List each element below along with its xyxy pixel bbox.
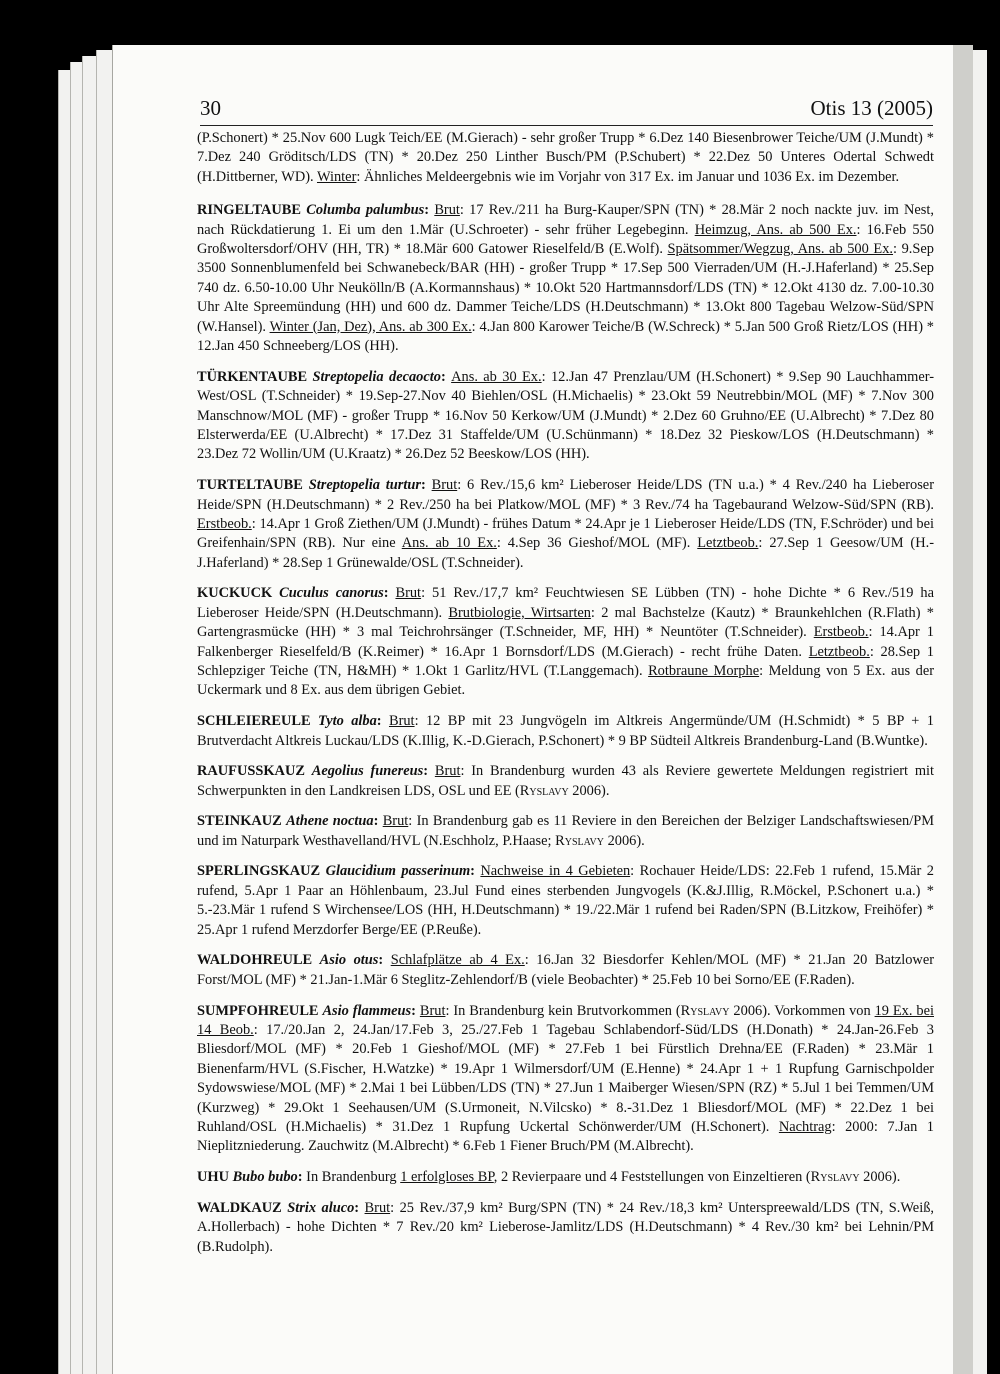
species-paragraph [197, 812, 934, 851]
scientific-name: Glaucidium passerinum [325, 863, 471, 880]
species-name: : [420, 477, 432, 494]
species-name: SCHLEIEREULE [197, 713, 318, 730]
species-paragraph [197, 584, 934, 700]
paragraph-text: : Ähnliches Meldeergebnis wie im Vorjahr von 317 Ex. im Januar und 1036 Ex. im Dezember. [356, 168, 900, 185]
paragraph-text: : 12.Jan 47 Prenzlau/UM (H.Schonert) * 9.Sep 90 Lauchhammer-West/OSL (T.Schneider) * 19.Sep-27.Nov 40 Biehlen/OSL (H.Michaelis) * 23.Okt 59 Neutrebbin/MOL (MF) * 7.Nov 300 Manschnow/MOL (MF) - großer Trupp * 16.Nov 50 Kerkow/UM (J.Mundt) * 2.Dez 60 Gruhno/EE (U.Albrecht) * 7.Dez 80 Elsterwerda/EE (U.Albrecht) * 17.Dez 31 Staffelde/UM (U.Schünmann) * 18.Dez 32 Pieskow/LOS (H.Deutschmann) * 23.Dez 72 Wollin/UM (U.Kraatz) * 26.Dez 52 Beeskow/LOS (HH). [197, 368, 935, 463]
species-paragraph [197, 712, 934, 751]
scientific-name: Streptopelia turtur [308, 477, 421, 494]
paragraph-text: : Meldung von 5 Ex. aus der Uckermark und 8 Ex. aus dem übrigen Gebiet. [197, 663, 935, 699]
species-paragraph [197, 762, 934, 801]
scientific-name: Asio otus [319, 952, 379, 969]
species-name: : [411, 1002, 420, 1019]
section-label: Spätsommer/Wegzug, Ans. ab 500 Ex. [667, 241, 894, 258]
species-paragraph [197, 201, 934, 356]
species-name: WALDKAUZ [197, 1199, 288, 1216]
paragraph-text: : 4.Jan 800 Karower Teiche/B (W.Schreck) * 5.Jan 500 Groß Rietz/LOS (HH) * 12.Jan 450 Schneeberg/LOS (HH). [197, 318, 934, 355]
section-label: Winter [316, 168, 357, 185]
species-name: KUCKUCK [197, 585, 280, 602]
paragraph-text: : 9.Sep 3500 Sonnenblumenfeld bei Schwanebeck/BAR (HH) - großer Trupp * 17.Sep 500 Vierraden/UM (H.-J.Haferland) * 25.Sep 740 dz. 6.50-10.00 Uhr Neukölln/B (A.Kormannshaus) * 10.Okt 520 Hartmannsdorf/LDS (TN) * 12.Okt 4130 dz. 7.00-10.30 Uhr Alte Spreemündung (HH) und 600 dz. Dammer Teiche/LDS (H.Deutschmann) * 13.Okt 800 Tagebau Welzow-Süd/SPN (W.Hansel). [197, 241, 934, 335]
paragraph-text: In Brandenburg [306, 1169, 401, 1186]
page-number: 30 [200, 96, 221, 120]
section-label: Winter (Jan, Dez), Ans. ab 300 Ex. [269, 318, 472, 335]
paragraph-text: : In Brandenburg gab es 11 Reviere in den Bereichen der Belziger Landschaftswiesen/PM und im Naturpark Westhavelland/HVL (N.Eschholz, P.Haase; [197, 813, 934, 849]
paragraph-text: : 12 BP mit 23 Jungvögeln im Altkreis Angermünde/UM (H.Schmidt) * 5 BP + 1 Brutverdacht Altkreis Luckau/LDS (K.Illig, K.-D.Gierach, P.Schonert) * 9 BP Südteil Altkreis Brandenburg-Land (B.Wuntke). [197, 713, 934, 749]
paragraph-text: : 4.Sep 36 Gieshof/MOL (MF). [496, 535, 698, 552]
section-label: Nachtrag [778, 1118, 832, 1135]
species-name: : [373, 813, 383, 830]
section-label: Rotbraune Morphe [648, 663, 760, 680]
section-label: Erstbeob. [197, 515, 252, 532]
paragraph-text: : 6 Rev./15,6 km² Lieberoser Heide/LDS (TN u.a.) * 4 Rev./240 ha Lieberoser Heide/SPN (H.Deutschmann) * 2 Rev./250 ha bei Platkow/MOL (MF) * 3 Rev./74 ha Tagebaurand Welzow-Süd/SPN (RB). [197, 477, 934, 513]
species-name: SPERLINGSKAUZ [197, 863, 326, 880]
section-label: Brut [395, 585, 422, 602]
species-paragraph [197, 368, 934, 465]
paragraph-text: , 2 Revierpaare und 4 Feststellungen von Einzeltieren ( [493, 1169, 811, 1186]
paragraph-text: : 28.Sep 1 Schlepziger Teiche (TN, H&MH) * 1.Okt 1 Garlitz/HVL (T.Langgemach). [197, 643, 935, 680]
scientific-name: Columba palumbus [306, 202, 425, 219]
paragraph-text: : Rochauer Heide/LDS: 22.Feb 1 rufend, 15.Mär 2 rufend, 5.Apr 1 Paar an Höhlenbaum, 23.Jul Fund eines sterbenden Jungvogels (K.&J.Illig, R.Möckel, P.Schonert u.a.) * 5.-23.Mär 1 rufend S Wirchensee/LOS (HH, H.Deutschmann) * 19./22.Mär 1 rufend bei Raden/SPN (B.Litzkow, Freihöfer) * 25.Apr 1 rufend Merzdorfer Berge/EE (P.Reuße). [197, 863, 934, 938]
species-name: : [423, 763, 435, 780]
species-name: RINGELTAUBE [197, 202, 307, 219]
author-citation: Ryslavy [519, 782, 569, 799]
paragraph-text: 2006). Vorkommen von [729, 1002, 875, 1019]
species-name: : [383, 585, 396, 602]
section-label: Nachweise in 4 Gebieten [480, 863, 631, 880]
species-name: : [297, 1169, 307, 1186]
paragraph-text: : 14.Apr 1 Falkenberger Rieselfeld/B (K.Reimer) * 16.Apr 1 Bornsdorf/LDS (M.Gierach) - recht frühe Daten. [197, 624, 934, 660]
document-body [197, 129, 934, 1268]
section-label: Brut [431, 477, 458, 494]
species-name: WALDOHREULE [197, 952, 320, 969]
scientific-name: Bubo bubo [232, 1169, 298, 1186]
author-citation: Ryslavy [810, 1169, 860, 1186]
species-paragraph [197, 1002, 934, 1157]
document-page [112, 45, 973, 1374]
species-name: STEINKAUZ [197, 813, 287, 830]
section-label: Letztbeob. [808, 643, 870, 660]
section-label: Brutbiologie, Wirtsarten [448, 604, 591, 621]
paragraph-text: : 17 Rev./211 ha Burg-Kauper/SPN (TN) * 28.Mär 2 noch nackte juv. im Nest, nach Rückdatierung 1. Ei um den 1.Mär (U.Schroeter) - sehr früher Legebeginn. [197, 202, 934, 238]
paragraph-text: 2006). [568, 782, 610, 799]
section-label: 1 erfolgloses BP [400, 1169, 494, 1186]
species-paragraph [197, 951, 934, 990]
paragraph-text: 2006). [859, 1169, 901, 1186]
section-label: Brut [382, 813, 409, 830]
species-paragraph [197, 1199, 934, 1257]
page-header [200, 85, 933, 126]
paragraph-text: : 2 mal Bachstelze (Kautz) * Braunkehlchen (R.Flath) * Gartengrasmücke (HH) * 3 mal Teichrohrsänger (T.Schneider, MF, HH) * Neuntöter (T.Schneider). [197, 604, 934, 641]
species-name: TURTELTAUBE [197, 477, 309, 494]
paragraph-text: : 2000: 7.Jan 1 Nieplitzniederung. Zauchwitz (M.Albrecht) * 6.Feb 1 Fiener Bruch/PM (M.Albrecht). [197, 1118, 934, 1155]
section-label: Brut [434, 763, 461, 780]
species-name: : [424, 202, 435, 219]
paragraph-text: : 51 Rev./17,7 km² Feuchtwiesen SE Lübben (TN) - hohe Dichte * 6 Rev./519 ha Lieberoser Heide/SPN (H.Deutschmann). [197, 585, 934, 621]
species-name: : [376, 713, 389, 730]
species-name: : [470, 863, 481, 880]
page-spine-shadow [953, 45, 973, 1374]
species-name: : [354, 1199, 365, 1216]
section-label: Schlafplätze ab 4 Ex. [390, 952, 525, 969]
scientific-name: Streptopelia decaocto [312, 368, 441, 385]
section-label: Letztbeob. [697, 535, 759, 552]
section-label: Brut [364, 1199, 391, 1216]
paragraph-text: 2006). [604, 832, 645, 849]
paragraph-text: : In Brandenburg kein Brutvorkommen ( [445, 1002, 681, 1019]
section-label: Erstbeob. [813, 624, 869, 641]
scientific-name: Athene noctua [286, 813, 374, 830]
species-name: RAUFUSSKAUZ [197, 763, 312, 780]
species-name: SUMPFOHREULE [197, 1002, 323, 1019]
species-paragraph [197, 1168, 934, 1187]
species-name: UHU [197, 1169, 233, 1186]
species-paragraph [197, 476, 934, 573]
section-label: Ans. ab 10 Ex. [401, 535, 497, 552]
section-label: Ans. ab 30 Ex. [451, 368, 542, 385]
scientific-name: Tyto alba [317, 713, 377, 730]
journal-reference: Otis 13 (2005) [810, 96, 933, 120]
paragraph-text: : In Brandenburg wurden 43 als Reviere gewertete Meldungen registriert mit Schwerpunkten in den Landkreisen LDS, OSL und EE ( [197, 763, 935, 799]
paragraph-text: : 14.Apr 1 Groß Ziethen/UM (J.Mundt) - frühes Datum * 24.Apr je 1 Lieberoser Heide/LDS (TN, F.Schröder) und bei Greifenhain/SPN (RB). Nur eine [197, 515, 934, 552]
author-citation: Ryslavy [680, 1002, 730, 1019]
species-name: : [440, 368, 452, 385]
section-label: 19 Ex. bei 14 Beob. [197, 1002, 934, 1038]
species-name: TÜRKENTAUBE [197, 368, 313, 385]
species-paragraph [197, 862, 934, 940]
author-citation: Ryslavy [555, 832, 604, 849]
scientific-name: Cuculus canorus [279, 585, 384, 602]
paragraph-text: : 25 Rev./37,9 km² Burg/SPN (TN) * 24 Rev./18,3 km² Unterspreewald/LDS (TN, S.Weiß, A.Hollerbach) - hohe Dichten * 7 Rev./20 km² Lieberose-Jamlitz/LDS (H.Deutschmann) * 4 Rev./30 km² bei Lehnin/PM (B.Rudolph). [197, 1199, 934, 1255]
section-label: Heimzug, Ans. ab 500 Ex. [694, 221, 857, 238]
paragraph-text: : 17./20.Jan 2, 24.Jan/17.Feb 3, 25./27.Feb 1 Tagebau Schlabendorf-Süd/LDS (H.Donath) * 24.Jan-26.Feb 3 Bliesdorf/MOL (MF) * 20.Feb 1 Gieshof/MOL (MF) * 27.Feb 1 bei Fürstlich Drehna/EE (F.Raden) * 23.Mär 1 Bienenfarm/HVL (S.Fischer, H.Watzke) * 19.Apr 1 Wilmersdorf/UM (E.Henne) * 24.Apr 1 + 1 Rupfung Garnischpolder Sydowswiese/MOL (MF) * 2.Mai 1 bei Lübben/LDS (TN) * 27.Jun 1 Maiberger Wiesen/SPN (RZ) * 5.Jul 1 bei Temmen/UM (Kurzweg) * 29.Okt 1 Seehausen/UM (S.Urmoneit, N.Vilcsko) * 8.-31.Dez 1 Bliesdorf/MOL (MF) * 22.Dez 1 bei Ruhland/OSL (H.Michaelis) * 31.Dez 1 Rupfung Uckertal Schönwerder/UM (H.Schonert). [197, 1021, 934, 1135]
species-name: : [378, 952, 391, 969]
scientific-name: Strix aluco [287, 1199, 355, 1216]
section-label: Brut [434, 202, 460, 219]
scientific-name: Aegolius funereus [311, 763, 424, 780]
section-label: Brut [419, 1002, 446, 1019]
paragraph-text: : 16.Jan 32 Biesdorfer Kehlen/MOL (MF) * 21.Jan 20 Batzlower Forst/MOL (MF) * 21.Jan-1.Mär 6 Steglitz-Zehlendorf/B (viele Beobachter) * 25.Feb 10 bei Sorno/EE (F.Raden). [197, 952, 934, 988]
section-label: Brut [388, 713, 415, 730]
continuation-paragraph [197, 129, 934, 187]
scientific-name: Asio flammeus [322, 1002, 412, 1019]
paragraph-text: : 27.Sep 1 Geesow/UM (H.-J.Haferland) * 28.Sep 1 Grünewalde/OSL (T.Schneider). [197, 535, 934, 571]
paragraph-text: (P.Schonert) * 25.Nov 600 Lugk Teich/EE (M.Gierach) - sehr großer Trupp * 6.Dez 140 Biesenbrower Teiche/UM (J.Mundt) * 7.Dez 240 Gröditsch/LDS (TN) * 20.Dez 250 Linther Busch/PM (P.Schubert) * 22.Dez 50 Unteres Odertal Schwedt (H.Dittberner, WD). [197, 130, 934, 185]
paragraph-text: : 16.Feb 550 Großwoltersdorf/OHV (HH, TR) * 18.Mär 600 Gatower Rieselfeld/B (E.Wolf). [197, 221, 934, 258]
